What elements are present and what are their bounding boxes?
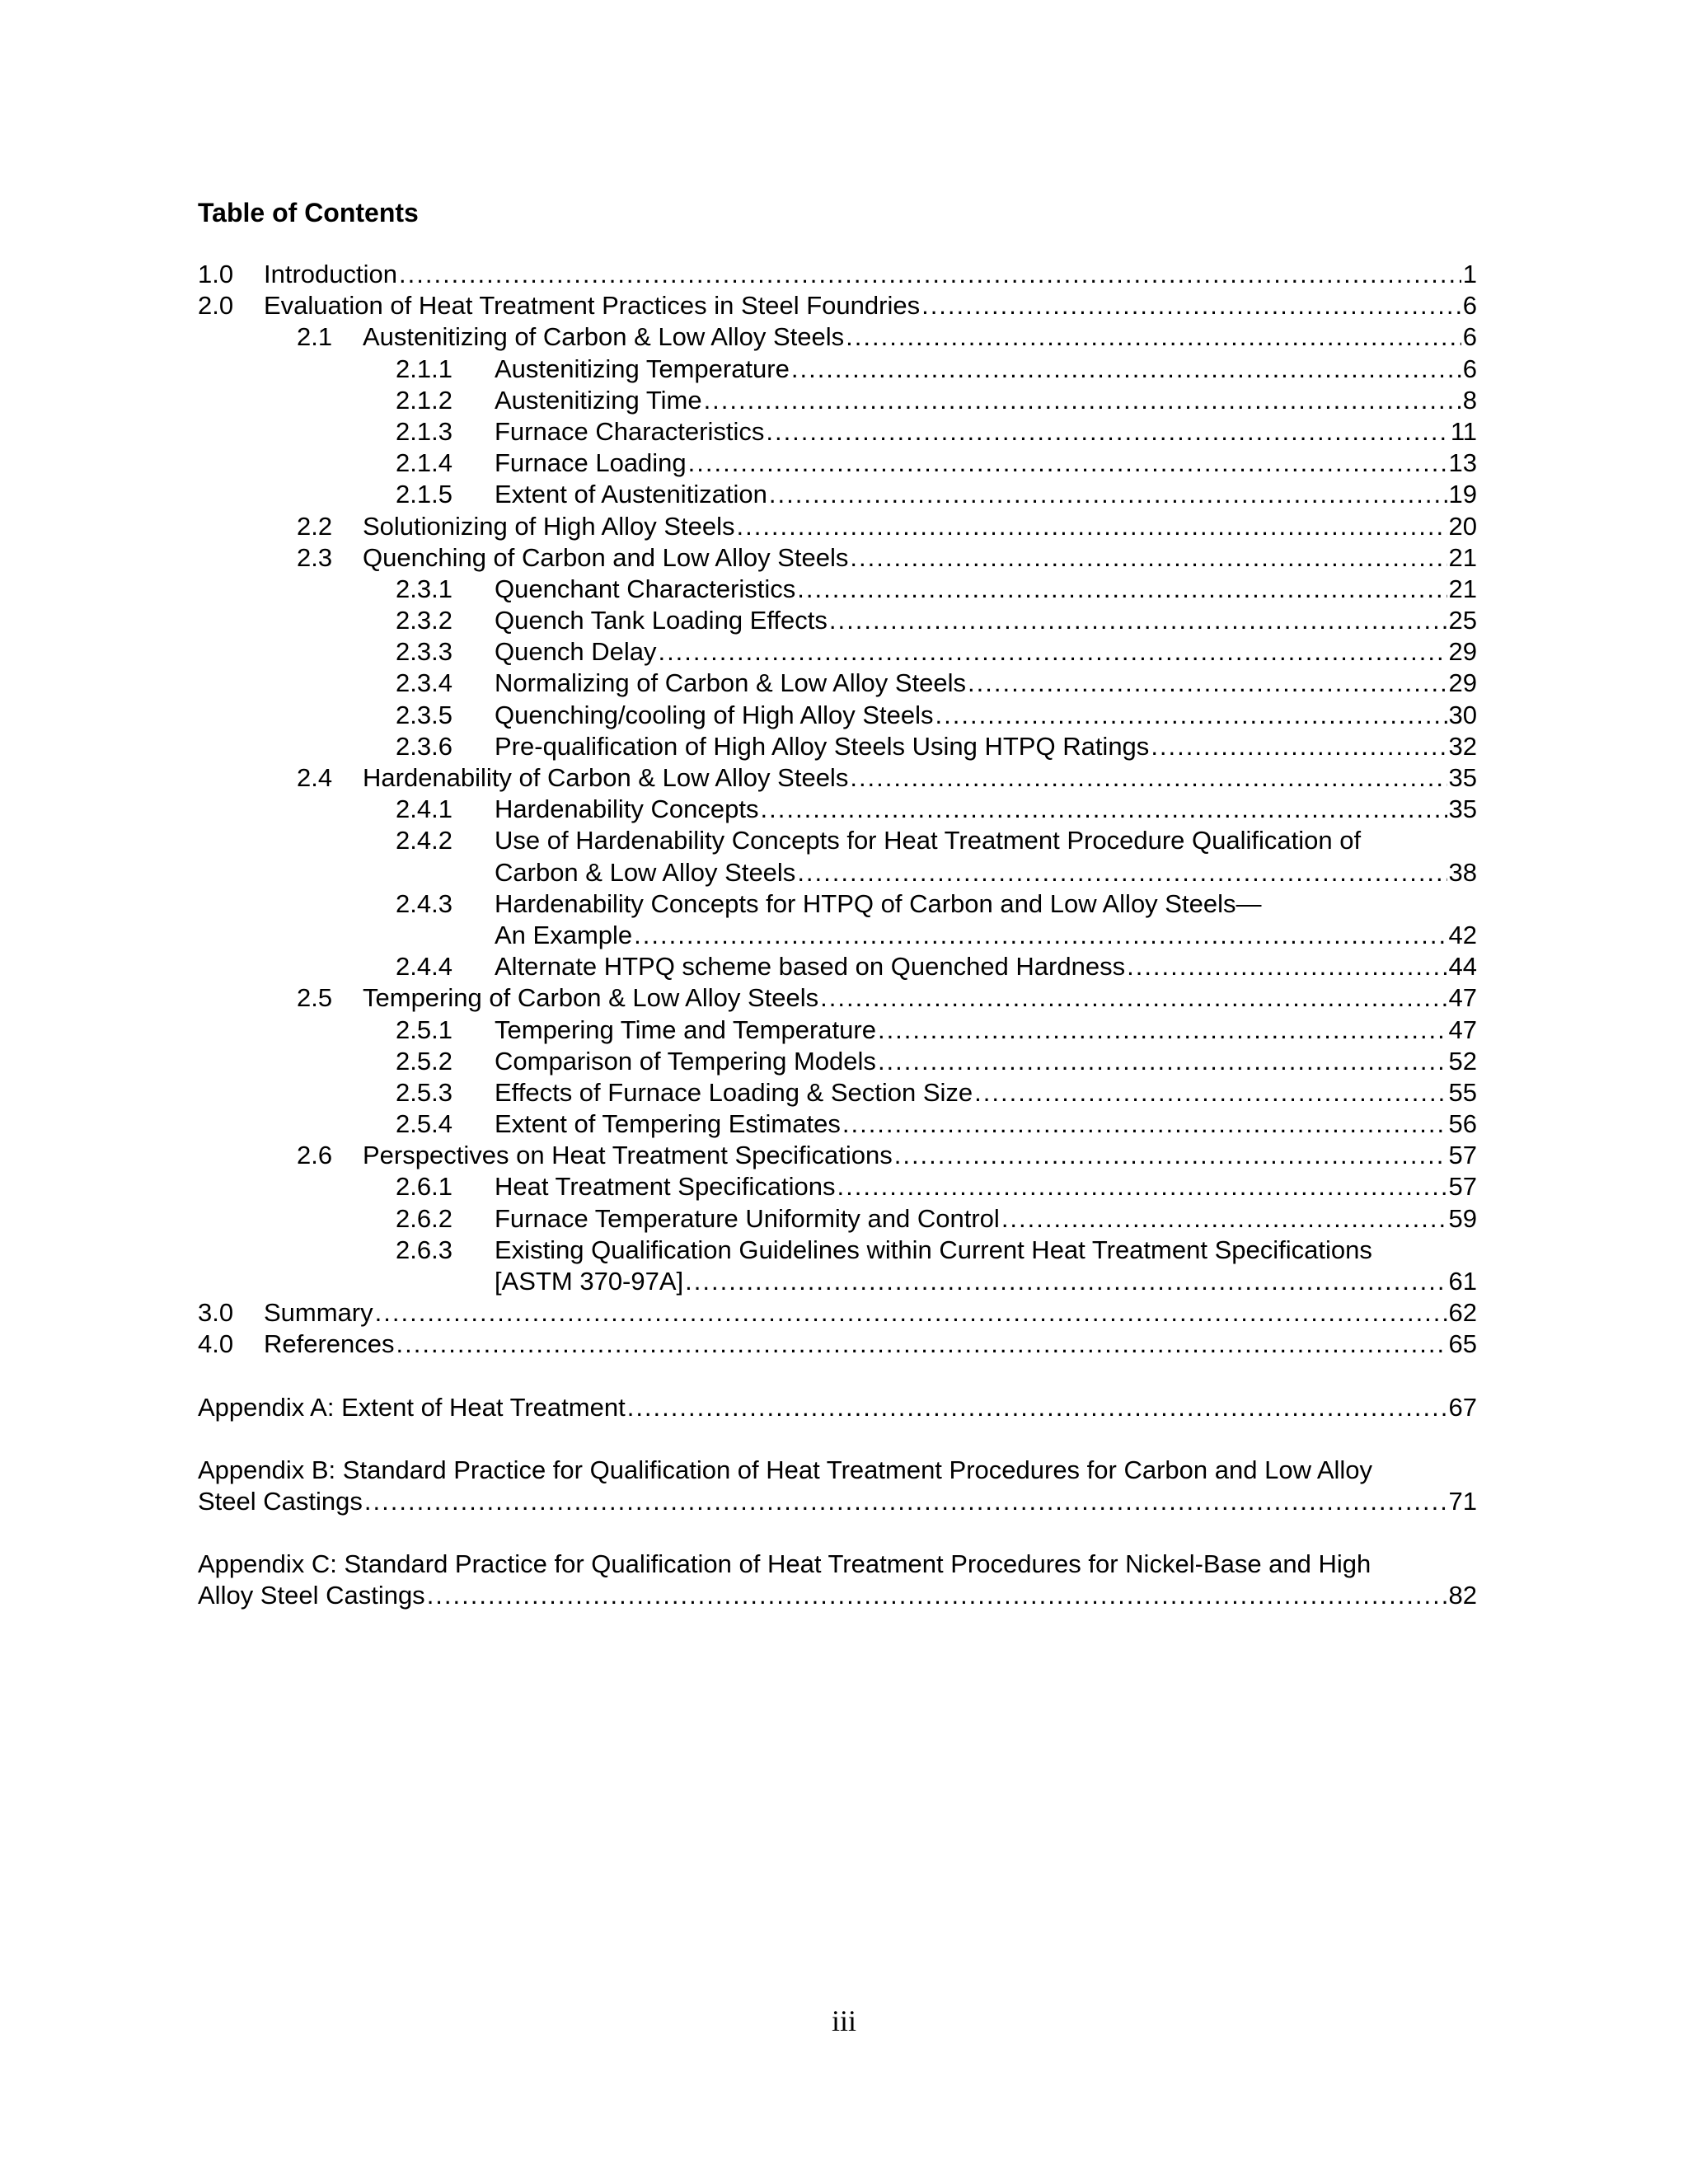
toc-entry-label: Alternate HTPQ scheme based on Quenched Hardness bbox=[495, 952, 1126, 982]
toc-entry-continuation bbox=[0, 1266, 1688, 1297]
toc-entry-text bbox=[495, 794, 1477, 825]
toc-entry bbox=[0, 1046, 1688, 1077]
toc-entry-page: 30 bbox=[1448, 700, 1477, 729]
toc-entry-label: Furnace Temperature Uniformity and Control bbox=[495, 1203, 1000, 1233]
toc-entry-text bbox=[495, 1235, 1477, 1266]
toc-leader-dots bbox=[846, 321, 1461, 353]
toc-entry bbox=[0, 1077, 1688, 1108]
toc-entry-text bbox=[495, 700, 1477, 731]
toc-entry bbox=[0, 762, 1688, 794]
toc-entry-text bbox=[264, 290, 1477, 321]
toc-leader-dots bbox=[850, 542, 1447, 574]
toc-entry-label: References bbox=[264, 1329, 395, 1359]
toc-entry-text bbox=[495, 1203, 1477, 1235]
toc-entry-text bbox=[198, 1486, 1477, 1517]
toc-entry-text bbox=[495, 1171, 1477, 1202]
toc-entry-number: 2.4.3 bbox=[396, 888, 452, 918]
toc-entry-label: Perspectives on Heat Treatment Specifications bbox=[363, 1141, 893, 1170]
toc-entry-page: 1 bbox=[1462, 260, 1477, 288]
toc-entry bbox=[0, 982, 1688, 1014]
toc-entry-text bbox=[495, 354, 1477, 385]
appendix-entry bbox=[0, 1392, 1688, 1423]
toc-entry-page: 55 bbox=[1448, 1077, 1477, 1107]
toc-entry-number: 2.4 bbox=[297, 763, 333, 792]
toc-leader-dots bbox=[396, 1329, 1447, 1360]
toc-leader-dots bbox=[878, 1046, 1447, 1077]
toc-entry-text bbox=[495, 385, 1477, 416]
toc-entry-page: 44 bbox=[1448, 952, 1477, 982]
toc-entry-label: Tempering of Carbon & Low Alloy Steels bbox=[363, 983, 819, 1013]
toc-entry-number: 3.0 bbox=[198, 1298, 234, 1328]
toc-entry-label: Existing Qualification Guidelines within Current Heat Treatment Specifications bbox=[495, 1235, 1372, 1264]
toc-entry-number: 2.3.3 bbox=[396, 637, 452, 667]
toc-entry bbox=[0, 542, 1688, 574]
toc-leader-dots bbox=[878, 1015, 1447, 1046]
toc-entry bbox=[0, 1235, 1688, 1266]
appendix-entry bbox=[0, 1549, 1688, 1580]
toc-entry-text bbox=[495, 825, 1477, 856]
toc-leader-dots bbox=[791, 354, 1461, 385]
toc-entry-page: 52 bbox=[1448, 1046, 1477, 1076]
toc-leader-dots bbox=[935, 700, 1447, 731]
toc-entry-number: 4.0 bbox=[198, 1329, 234, 1359]
toc-entry-page: 61 bbox=[1448, 1267, 1477, 1296]
toc-entry-label: Hardenability Concepts for HTPQ of Carbon and Low Alloy Steels— bbox=[495, 888, 1262, 918]
toc-leader-dots bbox=[829, 605, 1447, 636]
toc-entry-page: 56 bbox=[1448, 1109, 1477, 1139]
toc-entry-label: Summary bbox=[264, 1298, 373, 1328]
toc-entry-text bbox=[495, 1015, 1477, 1046]
toc-entry-label: Alloy Steel Castings bbox=[198, 1581, 425, 1610]
toc-entry bbox=[0, 416, 1688, 448]
toc-entry bbox=[0, 354, 1688, 385]
page-title: Table of Contents bbox=[198, 198, 419, 227]
toc-entry bbox=[0, 448, 1688, 479]
appendix-entry-continuation bbox=[0, 1580, 1688, 1611]
toc-entry-text bbox=[495, 636, 1477, 668]
toc-entry bbox=[0, 479, 1688, 510]
toc-spacer bbox=[0, 1361, 1688, 1392]
toc-leader-dots bbox=[797, 574, 1447, 605]
toc-entry-page: 59 bbox=[1448, 1203, 1477, 1233]
toc-entry-text bbox=[264, 259, 1477, 290]
toc-entry-label: Effects of Furnace Loading & Section Size bbox=[495, 1077, 973, 1107]
toc-entry-number: 2.3.5 bbox=[396, 700, 452, 729]
toc-entry-continuation bbox=[0, 857, 1688, 888]
toc-entry-text bbox=[264, 1297, 1477, 1329]
toc-entry-page: 25 bbox=[1448, 606, 1477, 635]
toc-entry-label: Normalizing of Carbon & Low Alloy Steels bbox=[495, 668, 967, 698]
toc-entry-label: Appendix C: Standard Practice for Qualification of Heat Treatment Procedures for Nickel-Base and High bbox=[198, 1549, 1372, 1579]
toc-entry-label: Furnace Characteristics bbox=[495, 416, 765, 446]
toc-entry-label: Furnace Loading bbox=[495, 448, 687, 478]
toc-entry-page: 32 bbox=[1448, 731, 1477, 761]
toc-entry-page: 6 bbox=[1462, 291, 1477, 321]
toc-entry bbox=[0, 825, 1688, 856]
toc-entry-number: 2.3.2 bbox=[396, 606, 452, 635]
toc-entry-page: 47 bbox=[1448, 983, 1477, 1013]
toc-entry-text bbox=[198, 1580, 1477, 1611]
toc-entry bbox=[0, 511, 1688, 542]
toc-entry-page: 13 bbox=[1448, 448, 1477, 478]
toc-entry-label: Appendix B: Standard Practice for Qualification of Heat Treatment Procedures for Carbon and Low Alloy bbox=[198, 1455, 1373, 1484]
toc-leader-dots bbox=[688, 448, 1447, 479]
toc-leader-dots bbox=[1001, 1203, 1447, 1235]
toc-entry bbox=[0, 259, 1688, 290]
toc-entry-text bbox=[495, 416, 1477, 448]
toc-entry bbox=[0, 1171, 1688, 1202]
toc-leader-dots bbox=[658, 636, 1447, 668]
toc-entry bbox=[0, 1015, 1688, 1046]
toc-entry bbox=[0, 1140, 1688, 1171]
toc-leader-dots bbox=[766, 416, 1448, 448]
toc-entry-label: Solutionizing of High Alloy Steels bbox=[363, 511, 735, 541]
toc-entry-number: 2.1.1 bbox=[396, 354, 452, 383]
toc-leader-dots bbox=[736, 511, 1447, 542]
toc-entry-page: 29 bbox=[1448, 668, 1477, 698]
toc-entry-page: 21 bbox=[1448, 542, 1477, 572]
toc-leader-dots bbox=[364, 1486, 1447, 1517]
toc-leader-dots bbox=[627, 1392, 1447, 1423]
toc-entry-page: 29 bbox=[1448, 637, 1477, 667]
toc-entry-number: 2.6.3 bbox=[396, 1235, 452, 1264]
toc-entry bbox=[0, 951, 1688, 982]
table-of-contents bbox=[0, 259, 1688, 1612]
toc-entry-text bbox=[363, 1140, 1477, 1171]
toc-entry-text bbox=[264, 1329, 1477, 1360]
toc-entry-label: Hardenability of Carbon & Low Alloy Steels bbox=[363, 763, 849, 792]
toc-entry-continuation bbox=[0, 920, 1688, 951]
toc-entry-page: 6 bbox=[1462, 322, 1477, 352]
toc-leader-dots bbox=[769, 479, 1447, 510]
toc-entry-page: 62 bbox=[1448, 1298, 1477, 1328]
toc-entry-page: 82 bbox=[1448, 1581, 1477, 1610]
toc-entry-label: Introduction bbox=[264, 260, 397, 288]
toc-entry-label: Steel Castings bbox=[198, 1486, 363, 1516]
toc-entry-number: 2.0 bbox=[198, 291, 234, 321]
toc-leader-dots bbox=[850, 762, 1447, 794]
toc-entry-number: 2.1 bbox=[297, 322, 333, 352]
toc-entry-text bbox=[363, 542, 1477, 574]
toc-entry-text bbox=[495, 1266, 1477, 1297]
toc-entry-text bbox=[363, 511, 1477, 542]
toc-entry-label: [ASTM 370-97A] bbox=[495, 1267, 684, 1296]
toc-entry-label: Pre-qualification of High Alloy Steels Using HTPQ Ratings bbox=[495, 731, 1150, 761]
toc-entry-number: 2.6.2 bbox=[396, 1203, 452, 1233]
appendix-entry bbox=[0, 1455, 1688, 1486]
toc-entry-label: Austenitizing Time bbox=[495, 385, 702, 415]
toc-entry bbox=[0, 700, 1688, 731]
toc-entry bbox=[0, 794, 1688, 825]
toc-leader-dots bbox=[797, 857, 1447, 888]
toc-entry-page: 19 bbox=[1448, 480, 1477, 509]
toc-entry-label: Extent of Tempering Estimates bbox=[495, 1109, 841, 1139]
toc-entry bbox=[0, 290, 1688, 321]
toc-entry-label: Use of Hardenability Concepts for Heat Treatment Procedure Qualification of bbox=[495, 826, 1362, 855]
toc-entry-text bbox=[495, 448, 1477, 479]
appendix-entry-continuation bbox=[0, 1486, 1688, 1517]
toc-entry-page: 35 bbox=[1448, 763, 1477, 792]
toc-leader-dots bbox=[820, 982, 1447, 1014]
toc-entry-number: 2.3.1 bbox=[396, 574, 452, 603]
toc-entry-number: 2.5 bbox=[297, 983, 333, 1013]
toc-entry bbox=[0, 574, 1688, 605]
toc-leader-dots bbox=[704, 385, 1461, 416]
toc-entry-number: 2.4.2 bbox=[396, 826, 452, 855]
toc-entry-number: 2.5.2 bbox=[396, 1046, 452, 1076]
toc-spacer bbox=[0, 1423, 1688, 1455]
toc-leader-dots bbox=[427, 1580, 1447, 1611]
toc-entry bbox=[0, 1108, 1688, 1140]
toc-entry-text bbox=[495, 574, 1477, 605]
toc-entry-text bbox=[495, 605, 1477, 636]
toc-entry bbox=[0, 668, 1688, 699]
toc-leader-dots bbox=[761, 794, 1447, 825]
toc-entry-page: 57 bbox=[1448, 1172, 1477, 1202]
toc-entry-page: 71 bbox=[1448, 1486, 1477, 1516]
toc-leader-dots bbox=[1127, 951, 1447, 982]
toc-entry-label: Quenching/cooling of High Alloy Steels bbox=[495, 700, 934, 729]
toc-entry-number: 1.0 bbox=[198, 260, 234, 288]
toc-entry-label: Hardenability Concepts bbox=[495, 794, 759, 824]
toc-entry-label: Evaluation of Heat Treatment Practices in Steel Foundries bbox=[264, 291, 921, 321]
toc-entry-text bbox=[363, 321, 1477, 353]
toc-entry-label: Carbon & Low Alloy Steels bbox=[495, 857, 796, 887]
toc-entry-number: 2.5.1 bbox=[396, 1015, 452, 1044]
toc-entry-label: Extent of Austenitization bbox=[495, 480, 767, 509]
toc-entry-label: Comparison of Tempering Models bbox=[495, 1046, 876, 1076]
page-number: iii bbox=[831, 2004, 856, 2037]
toc-entry-number: 2.5.3 bbox=[396, 1077, 452, 1107]
toc-entry bbox=[0, 1297, 1688, 1329]
toc-entry-text bbox=[495, 888, 1477, 920]
toc-entry-text bbox=[495, 951, 1477, 982]
toc-entry-page: 67 bbox=[1448, 1392, 1477, 1422]
toc-entry-text bbox=[495, 920, 1477, 951]
toc-entry-number: 2.2 bbox=[297, 511, 333, 541]
toc-leader-dots bbox=[1151, 731, 1447, 762]
toc-leader-dots bbox=[974, 1077, 1447, 1108]
toc-entry-text bbox=[198, 1549, 1477, 1580]
toc-entry-number: 2.6.1 bbox=[396, 1172, 452, 1202]
toc-spacer bbox=[0, 1517, 1688, 1549]
toc-entry-number: 2.1.4 bbox=[396, 448, 452, 478]
toc-entry-label: Quench Delay bbox=[495, 637, 657, 667]
toc-entry-label: Quenching of Carbon and Low Alloy Steels bbox=[363, 542, 849, 572]
toc-leader-dots bbox=[842, 1108, 1447, 1140]
toc-entry-page: 8 bbox=[1462, 385, 1477, 415]
toc-entry-number: 2.4.1 bbox=[396, 794, 452, 824]
toc-entry-text bbox=[495, 1108, 1477, 1140]
toc-entry-page: 20 bbox=[1448, 511, 1477, 541]
toc-entry-number: 2.3.4 bbox=[396, 668, 452, 698]
toc-entry bbox=[0, 636, 1688, 668]
toc-entry-page: 57 bbox=[1448, 1141, 1477, 1170]
toc-entry-text bbox=[495, 857, 1477, 888]
toc-entry bbox=[0, 385, 1688, 416]
toc-leader-dots bbox=[375, 1297, 1447, 1329]
toc-leader-dots bbox=[837, 1171, 1447, 1202]
toc-entry bbox=[0, 1203, 1688, 1235]
toc-entry-number: 2.5.4 bbox=[396, 1109, 452, 1139]
toc-entry-text bbox=[198, 1392, 1477, 1423]
toc-leader-dots bbox=[634, 920, 1447, 951]
toc-entry-label: Appendix A: Extent of Heat Treatment bbox=[198, 1392, 626, 1422]
toc-entry-label: Quenchant Characteristics bbox=[495, 574, 796, 603]
toc-leader-dots bbox=[921, 290, 1461, 321]
toc-entry-number: 2.1.3 bbox=[396, 416, 452, 446]
toc-leader-dots bbox=[894, 1140, 1447, 1171]
toc-entry-number: 2.4.4 bbox=[396, 952, 452, 982]
toc-entry-label: Heat Treatment Specifications bbox=[495, 1172, 836, 1202]
toc-entry-number: 2.1.2 bbox=[396, 385, 452, 415]
toc-leader-dots bbox=[968, 668, 1447, 699]
toc-entry-number: 2.1.5 bbox=[396, 480, 452, 509]
toc-entry-number: 2.3 bbox=[297, 542, 333, 572]
toc-leader-dots bbox=[399, 259, 1461, 290]
toc-entry-page: 11 bbox=[1450, 416, 1477, 446]
toc-entry-text bbox=[363, 762, 1477, 794]
toc-leader-dots bbox=[685, 1266, 1447, 1297]
toc-entry-label: Austenitizing of Carbon & Low Alloy Steels bbox=[363, 322, 845, 352]
toc-entry-page: 65 bbox=[1448, 1329, 1477, 1359]
toc-entry-page: 42 bbox=[1448, 920, 1477, 949]
toc-entry-page: 21 bbox=[1448, 574, 1477, 603]
toc-entry bbox=[0, 1329, 1688, 1360]
toc-entry-number: 2.6 bbox=[297, 1141, 333, 1170]
toc-entry-text bbox=[495, 479, 1477, 510]
toc-entry bbox=[0, 321, 1688, 353]
toc-entry-page: 38 bbox=[1448, 857, 1477, 887]
toc-entry-page: 6 bbox=[1462, 354, 1477, 383]
toc-entry-label: An Example bbox=[495, 920, 633, 949]
toc-entry-page: 35 bbox=[1448, 794, 1477, 824]
toc-entry-text bbox=[495, 668, 1477, 699]
toc-entry-page: 47 bbox=[1448, 1015, 1477, 1044]
toc-entry-number: 2.3.6 bbox=[396, 731, 452, 761]
toc-entry bbox=[0, 605, 1688, 636]
toc-entry-text bbox=[495, 731, 1477, 762]
toc-entry-label: Austenitizing Temperature bbox=[495, 354, 790, 383]
toc-entry-label: Quench Tank Loading Effects bbox=[495, 606, 828, 635]
toc-entry-text bbox=[363, 982, 1477, 1014]
toc-entry bbox=[0, 888, 1688, 920]
toc-entry-label: Tempering Time and Temperature bbox=[495, 1015, 876, 1044]
toc-entry-text bbox=[495, 1077, 1477, 1108]
toc-entry-text bbox=[198, 1455, 1477, 1486]
toc-entry bbox=[0, 731, 1688, 762]
toc-entry-text bbox=[495, 1046, 1477, 1077]
